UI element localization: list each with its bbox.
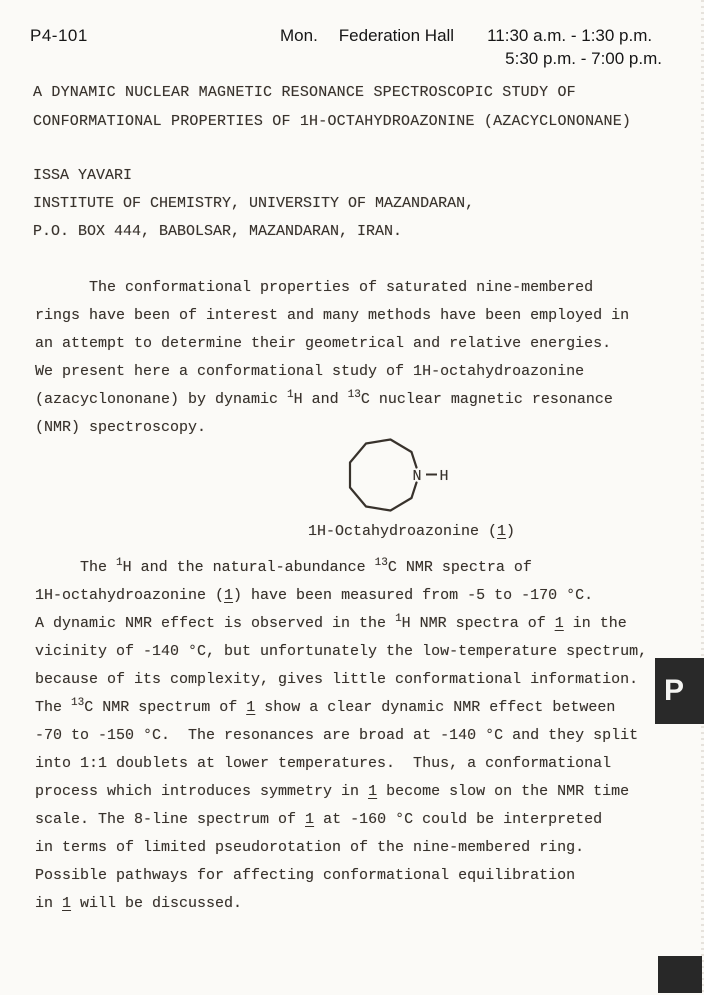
session-line-1 [280,26,662,46]
text-line: (NMR) spectroscopy. [35,419,207,436]
session-code: P4-101 [30,26,88,45]
text-line: The $^{13}$C NMR spectrum of 1 show a clear dynamic NMR effect between [35,697,616,716]
paragraph-2 [35,554,647,918]
chemical-structure [320,430,470,518]
session-venue: Federation Hall [338,26,455,45]
text-line: (azacyclononane) by dynamic $^1$H and $^{13}$C nuclear magnetic resonance [35,389,613,408]
nitrogen-atom-label: N [412,468,422,485]
session-day: Mon. [280,26,318,45]
text-line: Possible pathways for affecting conformational equilibration [35,867,576,884]
text-line: scale. The 8-line spectrum of 1 at -160 °C could be interpreted [35,811,603,828]
text-line: into 1:1 doublets at lower temperatures. Thus, a conformational [35,755,612,772]
nine-membered-ring [350,440,417,511]
thumb-index-tab [655,658,704,724]
text-line: 1H-octahydroazonine (1) have been measured from -5 to -170 °C. [35,587,594,604]
text-line: ISSA YAVARI [33,167,133,184]
thumb-index-letter: P [664,674,685,707]
text-line: process which introduces symmetry in 1 become slow on the NMR time [35,783,630,800]
text-line: We present here a conformational study of 1H-octahydroazonine [35,363,585,380]
text-line: an attempt to determine their geometrical and relative energies. [35,335,612,352]
session-header [280,26,662,69]
azonine-ring-drawing [320,430,470,518]
structure-caption: 1H-Octahydroazonine (1) [308,523,516,540]
text-line: CONFORMATIONAL PROPERTIES OF 1H-OCTAHYDROAZONINE (AZACYCLONONANE) [33,113,632,130]
text-line: P.O. BOX 444, BABOLSAR, MAZANDARAN, IRAN. [33,223,403,240]
text-line: -70 to -150 °C. The resonances are broad at -140 °C and they split [35,727,639,744]
text-line: in 1 will be discussed. [35,895,243,912]
hydrogen-atom-label: H [439,468,449,485]
paragraph-1 [35,274,629,442]
session-time-1: 11:30 a.m. - 1:30 p.m. [487,26,653,45]
text-line: The $^1$H and the natural-abundance $^{13}$C NMR spectra of [35,557,532,576]
text-line: rings have been of interest and many methods have been employed in [35,307,630,324]
text-line: A DYNAMIC NUCLEAR MAGNETIC RESONANCE SPECTROSCOPIC STUDY OF [33,84,576,101]
text-line: INSTITUTE OF CHEMISTRY, UNIVERSITY OF MAZANDARAN, [33,195,475,212]
text-line: The conformational properties of saturated nine-membered [35,279,594,296]
text-line: in terms of limited pseudorotation of the nine-membered ring. [35,839,585,856]
author-affiliation [33,162,474,246]
text-line: vicinity of -140 °C, but unfortunately the low-temperature spectrum, [35,643,648,660]
abstract-title [33,78,631,136]
text-line: A dynamic NMR effect is observed in the $^1$H NMR spectra of 1 in the [35,613,627,632]
corner-mark [658,956,702,993]
text-line: because of its complexity, gives little conformational information. [35,671,639,688]
session-time-2: 5:30 p.m. - 7:00 p.m. [505,49,662,68]
